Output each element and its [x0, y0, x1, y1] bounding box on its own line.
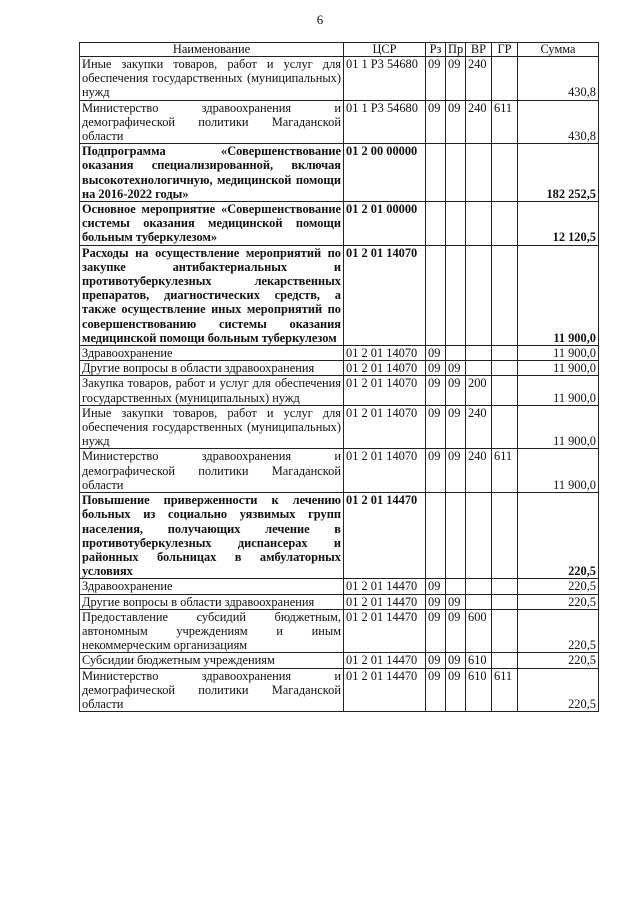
- cell-pr: [446, 202, 466, 246]
- cell-rz: [426, 144, 446, 202]
- cell-gr: [492, 579, 518, 594]
- cell-name: Субсидии бюджетным учреждениям: [80, 653, 344, 668]
- cell-gr: [492, 202, 518, 246]
- cell-csr: 01 2 01 14470: [344, 653, 426, 668]
- cell-sum: 11 900,0: [518, 245, 599, 345]
- cell-csr: 01 2 01 14470: [344, 579, 426, 594]
- cell-rz: 09: [426, 653, 446, 668]
- cell-vr: 200: [466, 376, 492, 405]
- cell-csr: 01 2 01 14070: [344, 376, 426, 405]
- cell-rz: 09: [426, 346, 446, 361]
- cell-rz: 09: [426, 100, 446, 144]
- cell-name: Министерство здравоохранения и демографической политики Магаданской области: [80, 100, 344, 144]
- table-row: [80, 202, 599, 246]
- cell-name: Иные закупки товаров, работ и услуг для обеспечения государственных (муниципальных) нужд: [80, 57, 344, 101]
- budget-table: [79, 42, 599, 712]
- cell-vr: [466, 144, 492, 202]
- page-number: 6: [316, 12, 324, 27]
- cell-name: Расходы на осуществление мероприятий по закупке антибактериальных и противотуберкулезных лекарственных препаратов, диагностических средств, а также осуществление иных мероприятий по совершенствованию системы оказания медицинской помощи больным туберкулезом: [80, 245, 344, 345]
- cell-name: Подпрограмма «Совершенствование оказания специализированной, включая высокотехнологичную, медицинской помощи на 2016-2022 годы»: [80, 144, 344, 202]
- cell-vr: 240: [466, 100, 492, 144]
- cell-gr: 611: [492, 449, 518, 493]
- cell-csr: 01 2 01 14070: [344, 405, 426, 449]
- cell-sum: 220,5: [518, 653, 599, 668]
- table-row: [80, 346, 599, 361]
- cell-rz: [426, 245, 446, 345]
- cell-pr: [446, 346, 466, 361]
- table-header-row: [80, 43, 599, 57]
- cell-vr: 610: [466, 668, 492, 712]
- cell-gr: [492, 361, 518, 376]
- cell-sum: 430,8: [518, 57, 599, 101]
- cell-sum: 220,5: [518, 493, 599, 579]
- table-row: [80, 653, 599, 668]
- cell-sum: 220,5: [518, 609, 599, 653]
- cell-gr: [492, 609, 518, 653]
- cell-sum: 220,5: [518, 594, 599, 609]
- cell-sum: 220,5: [518, 579, 599, 594]
- cell-csr: 01 2 01 14470: [344, 493, 426, 579]
- cell-sum: 11 900,0: [518, 346, 599, 361]
- cell-pr: [446, 245, 466, 345]
- header-rz: Рз: [426, 43, 446, 57]
- cell-vr: [466, 245, 492, 345]
- cell-pr: 09: [446, 668, 466, 712]
- cell-csr: 01 2 01 14470: [344, 594, 426, 609]
- cell-vr: 600: [466, 609, 492, 653]
- header-vr: ВР: [466, 43, 492, 57]
- cell-name: Основное мероприятие «Совершенствование системы оказания медицинской помощи больным туберкулезом»: [80, 202, 344, 246]
- cell-pr: 09: [446, 609, 466, 653]
- cell-pr: 09: [446, 449, 466, 493]
- cell-sum: 12 120,5: [518, 202, 599, 246]
- cell-name: Закупка товаров, работ и услуг для обеспечения государственных (муниципальных) нужд: [80, 376, 344, 405]
- cell-vr: [466, 202, 492, 246]
- table-row: [80, 361, 599, 376]
- cell-rz: 09: [426, 594, 446, 609]
- cell-gr: [492, 144, 518, 202]
- cell-pr: [446, 493, 466, 579]
- cell-rz: [426, 493, 446, 579]
- table-row: [80, 668, 599, 712]
- table-row: [80, 57, 599, 101]
- cell-csr: 01 2 01 00000: [344, 202, 426, 246]
- cell-pr: 09: [446, 594, 466, 609]
- table-row: [80, 449, 599, 493]
- cell-name: Другие вопросы в области здравоохранения: [80, 594, 344, 609]
- cell-name: Иные закупки товаров, работ и услуг для обеспечения государственных (муниципальных) нужд: [80, 405, 344, 449]
- table-row: [80, 579, 599, 594]
- cell-pr: 09: [446, 405, 466, 449]
- header-pr: Пр: [446, 43, 466, 57]
- cell-name: Предоставление субсидий бюджетным, автономным учреждениям и иным некоммерческим организациям: [80, 609, 344, 653]
- cell-rz: 09: [426, 668, 446, 712]
- cell-sum: 182 252,5: [518, 144, 599, 202]
- cell-pr: [446, 144, 466, 202]
- cell-sum: 11 900,0: [518, 361, 599, 376]
- cell-rz: [426, 202, 446, 246]
- cell-name: Повышение приверженности к лечению больных из социально уязвимых групп населения, получающих лечение в противотуберкулезных диспансерах и районных больницах в амбулаторных условиях: [80, 493, 344, 579]
- cell-sum: 11 900,0: [518, 449, 599, 493]
- header-gr: ГР: [492, 43, 518, 57]
- cell-vr: 240: [466, 405, 492, 449]
- cell-gr: [492, 346, 518, 361]
- cell-gr: [492, 653, 518, 668]
- cell-csr: 01 2 01 14070: [344, 245, 426, 345]
- cell-csr: 01 2 00 00000: [344, 144, 426, 202]
- cell-gr: [492, 245, 518, 345]
- cell-sum: 11 900,0: [518, 405, 599, 449]
- cell-gr: 611: [492, 668, 518, 712]
- cell-vr: 240: [466, 449, 492, 493]
- cell-name: Министерство здравоохранения и демографической политики Магаданской области: [80, 449, 344, 493]
- cell-vr: [466, 493, 492, 579]
- cell-vr: [466, 346, 492, 361]
- cell-pr: [446, 579, 466, 594]
- cell-sum: 430,8: [518, 100, 599, 144]
- header-name: Наименование: [80, 43, 344, 57]
- table-row: [80, 405, 599, 449]
- cell-gr: [492, 405, 518, 449]
- cell-vr: 610: [466, 653, 492, 668]
- cell-csr: 01 1 Р3 54680: [344, 57, 426, 101]
- cell-rz: 09: [426, 405, 446, 449]
- cell-name: Другие вопросы в области здравоохранения: [80, 361, 344, 376]
- cell-pr: 09: [446, 376, 466, 405]
- cell-gr: [492, 594, 518, 609]
- cell-csr: 01 1 Р3 54680: [344, 100, 426, 144]
- table-row: [80, 144, 599, 202]
- cell-csr: 01 2 01 14070: [344, 449, 426, 493]
- cell-vr: [466, 361, 492, 376]
- header-sum: Сумма: [518, 43, 599, 57]
- cell-csr: 01 2 01 14070: [344, 346, 426, 361]
- cell-sum: 220,5: [518, 668, 599, 712]
- cell-csr: 01 2 01 14070: [344, 361, 426, 376]
- cell-name: Министерство здравоохранения и демографической политики Магаданской области: [80, 668, 344, 712]
- cell-name: Здравоохранение: [80, 346, 344, 361]
- cell-pr: 09: [446, 57, 466, 101]
- cell-vr: [466, 579, 492, 594]
- cell-rz: 09: [426, 579, 446, 594]
- table-row: [80, 100, 599, 144]
- cell-rz: 09: [426, 361, 446, 376]
- cell-pr: 09: [446, 100, 466, 144]
- cell-gr: [492, 493, 518, 579]
- cell-csr: 01 2 01 14470: [344, 609, 426, 653]
- cell-rz: 09: [426, 376, 446, 405]
- cell-sum: 11 900,0: [518, 376, 599, 405]
- table-row: [80, 245, 599, 345]
- cell-vr: [466, 594, 492, 609]
- cell-gr: [492, 376, 518, 405]
- cell-pr: 09: [446, 361, 466, 376]
- table-row: [80, 594, 599, 609]
- cell-rz: 09: [426, 609, 446, 653]
- cell-rz: 09: [426, 57, 446, 101]
- cell-rz: 09: [426, 449, 446, 493]
- table-row: [80, 376, 599, 405]
- cell-vr: 240: [466, 57, 492, 101]
- cell-gr: [492, 57, 518, 101]
- cell-name: Здравоохранение: [80, 579, 344, 594]
- table-row: [80, 609, 599, 653]
- header-csr: ЦСР: [344, 43, 426, 57]
- cell-csr: 01 2 01 14470: [344, 668, 426, 712]
- cell-pr: 09: [446, 653, 466, 668]
- table-row: [80, 493, 599, 579]
- cell-gr: 611: [492, 100, 518, 144]
